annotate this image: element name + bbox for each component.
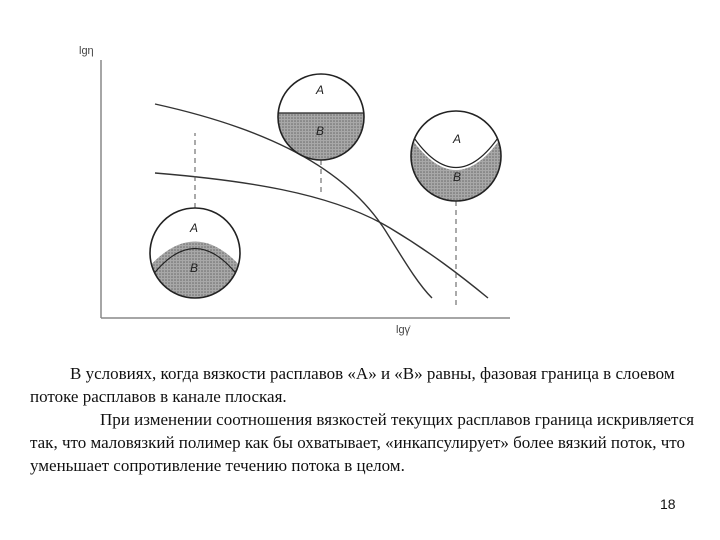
phase-b-label: B [190,261,199,275]
phase-a-label: A [453,132,462,146]
page-number: 18 [660,496,676,512]
phase-a-label: A [190,221,199,235]
explanation-text [30,362,700,477]
y-axis-label: lgη [79,45,94,57]
phase-a-label: A [316,83,325,97]
channel-cross-section-left [148,208,242,300]
channel-cross-section-right [409,111,503,203]
phase-b-label: B [316,124,325,138]
paragraph-equal-viscosity: В условиях, когда вязкости расплавов «А» и «В» равны, фазовая граница в слоевом потоке расплавов в канале плоская. [30,364,675,406]
paragraph-viscosity-change: При изменении соотношения вязкостей текущих расплавов граница искривляется так, что маловязкий полимер как бы охватывает, «инкапсулирует» более вязкий поток, что уменьшает сопротивление течению потока в целом. [30,410,695,475]
x-axis-label: lgγ̇ [396,324,411,336]
phase-b-label: B [453,170,462,184]
